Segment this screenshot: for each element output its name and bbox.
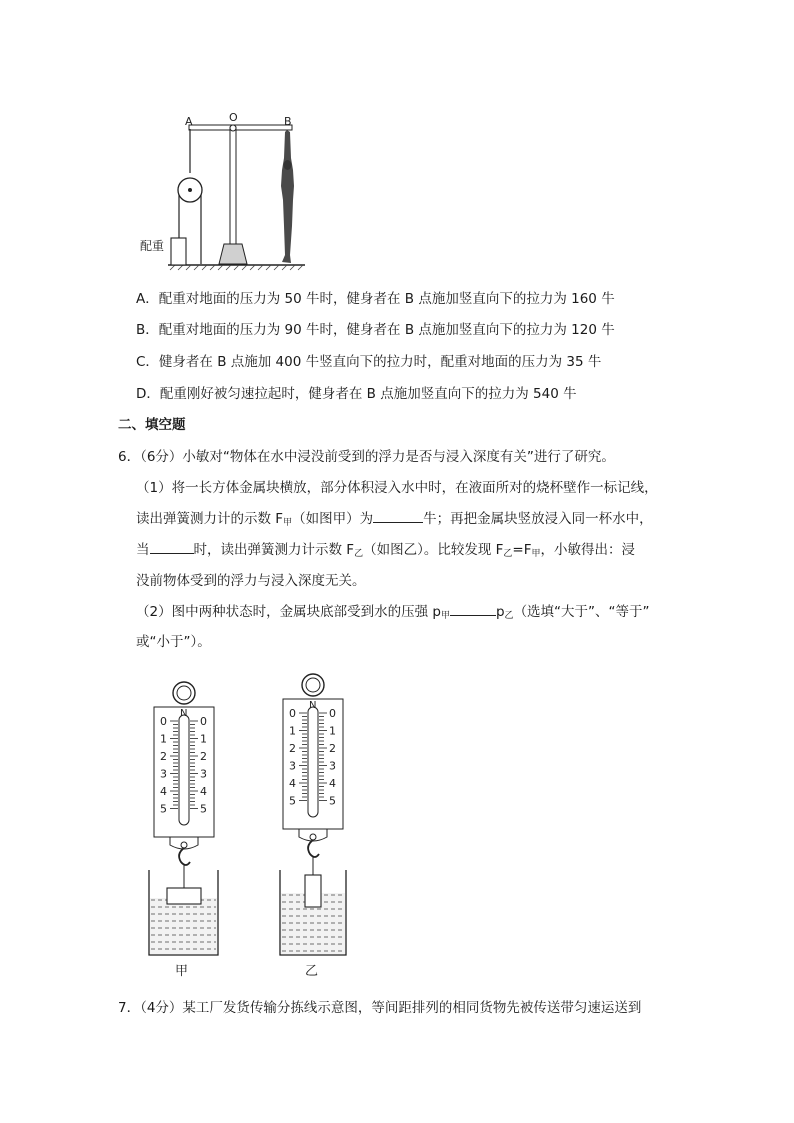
svg-text:0: 0 <box>200 715 207 728</box>
q6-part1-line2: 读出弹簧测力计的示数 $F_甲$（如图甲）为 牛；再把金属块竖放浸入同一杯水中， <box>136 511 653 528</box>
svg-text:1: 1 <box>160 732 167 746</box>
svg-text:0: 0 <box>329 707 336 720</box>
spring-balance-yi <box>283 674 343 841</box>
counterweight-label: 配重 <box>140 239 165 253</box>
svg-text:2: 2 <box>160 750 167 763</box>
svg-text:5: 5 <box>329 794 336 808</box>
q6-part1-line1: （1）将一长方体金属块横放，部分体积浸入水中时，在液面所对的烧杯壁作一标记线， <box>136 480 658 496</box>
point-b-label: B <box>284 115 292 128</box>
metal-block-vertical <box>305 875 321 907</box>
svg-text:5: 5 <box>200 802 207 816</box>
balance-n-label: N <box>309 700 317 711</box>
svg-text:3: 3 <box>200 767 207 781</box>
svg-text:5: 5 <box>160 802 167 816</box>
svg-text:1: 1 <box>289 724 296 738</box>
svg-text:3: 3 <box>329 759 336 773</box>
section-title: 二、填空题 <box>118 417 186 433</box>
option-c: C．健身者在 B 点施加 400 牛竖直向下的拉力时，配重对地面的压力为 35 牛 <box>136 354 602 370</box>
svg-text:0: 0 <box>160 715 167 728</box>
svg-text:4: 4 <box>329 777 336 790</box>
point-o-label: O <box>229 111 238 124</box>
q6-part1-line3: 当 时，读出弹簧测力计示数 $F_乙$（如图乙）。比较发现 $F_乙=F_甲$，小敏得出：浸 <box>136 542 635 559</box>
svg-text:3: 3 <box>289 759 296 773</box>
spring-balance-jia <box>154 682 214 849</box>
svg-text:2: 2 <box>200 750 207 763</box>
q6-stem: 6．（6分）小敏对“物体在水中浸没前受到的浮力是否与浸入深度有关”进行了研究。 <box>118 449 615 465</box>
svg-text:1: 1 <box>329 724 336 738</box>
svg-text:3: 3 <box>160 767 167 781</box>
q7-stem: 7．（4分）某工厂发货传输分拣线示意图，等间距排列的相同货物先被传送带匀速运送到 <box>118 1000 642 1016</box>
svg-text:4: 4 <box>160 785 167 798</box>
beaker-yi <box>280 870 346 955</box>
q6-part2-line1: （2）图中两种状态时，金属块底部受到水的压强 $p_甲$ $p_乙$（选填“大于”、“等于” <box>136 604 650 621</box>
balance-n-label: N <box>180 708 188 719</box>
svg-text:2: 2 <box>289 742 296 755</box>
q6-part2-line2: 或“小于”）。 <box>136 634 211 650</box>
svg-text:0: 0 <box>289 707 296 720</box>
option-d: D．配重刚好被匀速拉起时，健身者在 B 点施加竖直向下的拉力为 540 牛 <box>136 386 577 402</box>
svg-text:5: 5 <box>289 794 296 808</box>
caption-jia: 甲 <box>175 964 189 979</box>
svg-text:2: 2 <box>329 742 336 755</box>
svg-text:4: 4 <box>200 785 207 798</box>
svg-text:1: 1 <box>200 732 207 746</box>
q6-part1-line4: 没前物体受到的浮力与浸入深度无关。 <box>136 573 366 589</box>
svg-text:4: 4 <box>289 777 296 790</box>
option-b: B．配重对地面的压力为 90 牛时，健身者在 B 点施加竖直向下的拉力为 120 牛 <box>136 322 615 338</box>
caption-yi: 乙 <box>305 964 319 979</box>
point-a-label: A <box>185 115 193 128</box>
option-a: A．配重对地面的压力为 50 牛时，健身者在 B 点施加竖直向下的拉力为 160 牛 <box>136 291 615 307</box>
metal-block-horizontal <box>167 888 201 904</box>
